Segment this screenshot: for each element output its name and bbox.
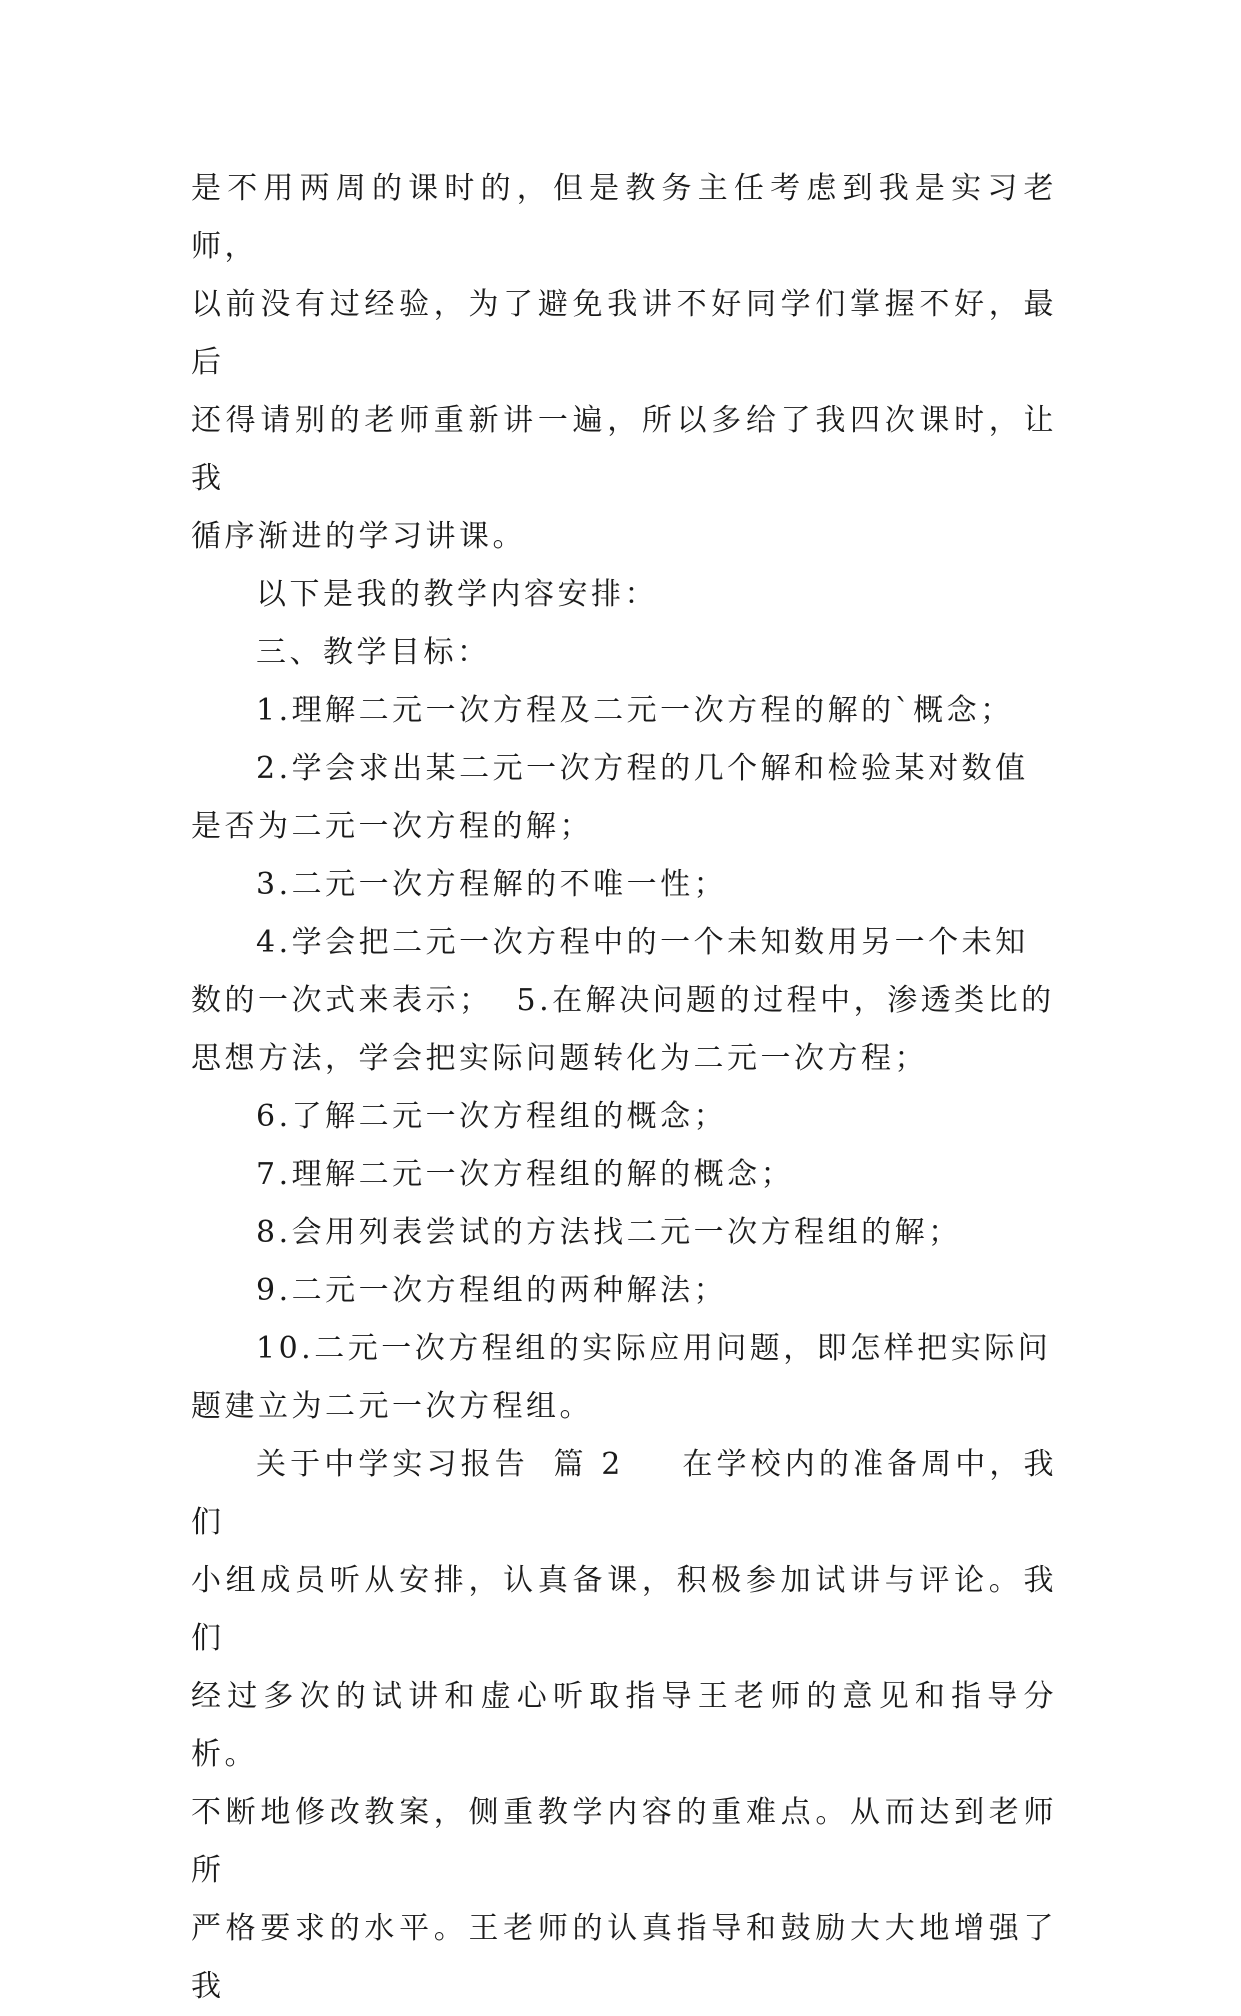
- part2-title: 关于中学实习报告: [256, 1447, 529, 1482]
- paragraph-continuation-line-2: 以前没有过经验，为了避免我讲不好同学们掌握不好，最后: [191, 287, 1057, 380]
- intro-line: 以下是我的教学内容安排：: [256, 577, 658, 612]
- part2-line-2: 小组成员听从安排，认真备课，积极参加试讲与评论。我们: [191, 1563, 1057, 1656]
- goal-2-line-2: 是否为二元一次方程的解；: [191, 809, 593, 844]
- goal-5-line-1: 5.在解决问题的过程中，渗透类比的: [516, 983, 1055, 1018]
- section-heading: 三、教学目标：: [256, 635, 491, 670]
- goal-2-line-1: 2.学会求出某二元一次方程的几个解和检验某对数值: [256, 751, 1029, 786]
- goal-10-line-2: 题建立为二元一次方程组。: [191, 1389, 593, 1424]
- goal-8: 8.会用列表尝试的方法找二元一次方程组的解；: [256, 1215, 962, 1250]
- goal-4-line-2: 数的一次式来表示；: [191, 983, 493, 1018]
- part2-line-3: 经过多次的试讲和虚心听取指导王老师的意见和指导分析。: [191, 1679, 1057, 1772]
- paragraph-continuation-line-1: 是不用两周的课时的，但是教务主任考虑到我是实习老师，: [191, 171, 1057, 264]
- goal-4-5-line: [191, 972, 1057, 1030]
- part2-heading-line: [191, 1436, 1057, 1552]
- goal-9: 9.二元一次方程组的两种解法；: [256, 1273, 728, 1308]
- part2-line-1-text: 在学校内的准备周中，我们: [191, 1447, 1058, 1540]
- goal-6: 6.了解二元一次方程组的概念；: [256, 1099, 728, 1134]
- part2-line-4: 不断地修改教案，侧重教学内容的重难点。从而达到老师所: [191, 1795, 1057, 1888]
- part2-line-5: 严格要求的水平。王老师的认真指导和鼓励大大地增强了我: [191, 1911, 1057, 2004]
- goal-7: 7.理解二元一次方程组的解的概念；: [256, 1157, 795, 1192]
- paragraph-continuation-line-4: 循序渐进的学习讲课。: [191, 519, 526, 554]
- paragraph-continuation-line-3: 还得请别的老师重新讲一遍，所以多给了我四次课时，让我: [191, 403, 1057, 496]
- goal-1: 1.理解二元一次方程及二元一次方程的解的`概念；: [256, 693, 1014, 728]
- part2-label: 篇 2: [552, 1447, 624, 1482]
- goal-4-line-1: 4.学会把二元一次方程中的一个未知数用另一个未知: [256, 925, 1029, 960]
- goal-5-line-2: 思想方法，学会把实际问题转化为二元一次方程；: [191, 1041, 928, 1076]
- goal-10-line-1: 10.二元一次方程组的实际应用问题，即怎样把实际问: [256, 1331, 1052, 1366]
- document-body: [191, 160, 1057, 2016]
- goal-3: 3.二元一次方程解的不唯一性；: [256, 867, 728, 902]
